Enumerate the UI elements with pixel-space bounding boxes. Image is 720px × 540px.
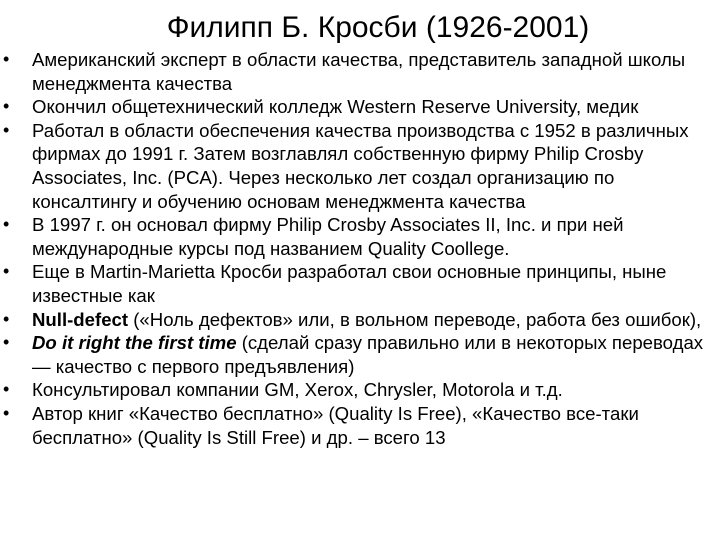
- bullet-item: [0, 402, 716, 449]
- bullet-text: Окончил общетехнический колледж Western Reserve University, медик: [32, 96, 639, 118]
- bullet-item: [0, 48, 716, 95]
- bullet-item: [0, 213, 716, 260]
- bullet-text: В 1997 г. он основал фирму Philip Crosby Associates II, Inc. и при ней международные курсы под названием Quality Coollege.: [32, 214, 624, 259]
- slide-title: Филипп Б. Кросби (1926-2001): [166, 11, 590, 44]
- bullet-item: [0, 119, 716, 213]
- bullet-item: [0, 378, 716, 402]
- bullet-text: Автор книг «Качество бесплатно» (Quality Is Free), «Качество все-таки бесплатно» (Quality Is Still Free) и др. – всего 13: [32, 402, 639, 448]
- bullet-text: Американский эксперт в области качества, представитель западной школы менеджмента качества: [32, 49, 686, 94]
- bullet-item: [0, 260, 716, 307]
- bullet-text: (сделай сразу правильно или в некоторых переводах — качество с первого предъявления): [32, 332, 704, 377]
- bullet-text: Еще в Martin-Marietta Кросби разработал свои основные принципы, ныне известные как: [32, 261, 667, 306]
- bullet-emphasis: Null-defect: [32, 308, 129, 330]
- bullet-list: [0, 48, 716, 449]
- bullet-emphasis: Do it right the first time: [32, 332, 237, 354]
- bullet-text: («Ноль дефектов» или, в вольном переводе, работа без ошибок),: [128, 308, 702, 330]
- bullet-text: Консультировал компании GM, Xerox, Chrysler, Motorola и т.д.: [32, 379, 563, 401]
- bullet-item: [0, 308, 716, 332]
- bullet-item: [0, 331, 716, 378]
- bullet-item: [0, 95, 716, 119]
- bullet-text: Работал в области обеспечения качества производства с 1952 в различных фирмах до 1991 г. Затем возглавлял собственную фирму Philip Crosby Associates, Inc. (PCA). Через несколько лет создал организацию по консалтингу и обучению основам менеджмента качества: [32, 119, 689, 212]
